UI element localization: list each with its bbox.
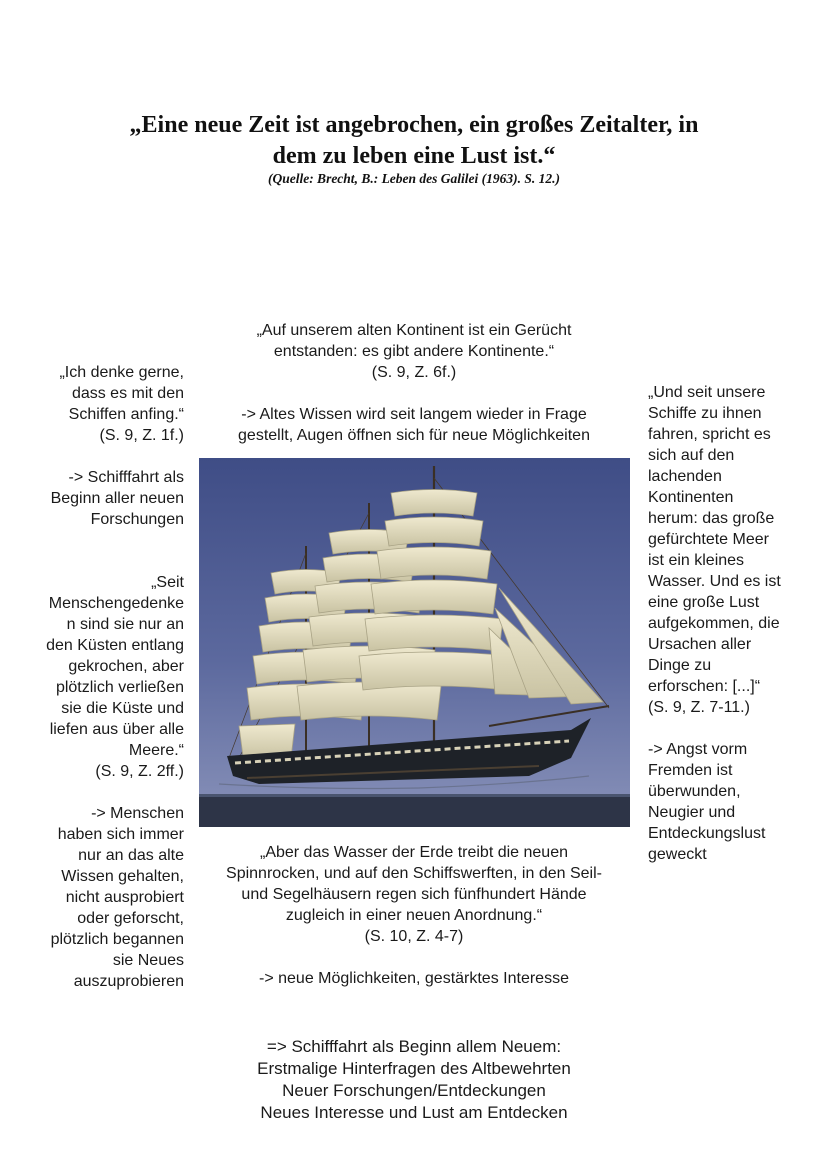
- top-center-interpretation: -> Altes Wissen wird seit langem wieder in Frage gestellt, Augen öffnen sich für neue Möglichkeiten: [238, 406, 590, 444]
- top-center-quote: „Auf unserem alten Kontinent ist ein Gerücht entstanden: es gibt andere Kontinente.“ (S. 9, Z. 6f.): [256, 322, 572, 381]
- right-column: [648, 382, 800, 865]
- conclusion-text: => Schifffahrt als Beginn allem Neuem: Erstmalige Hinterfragen des Altbewehrten Neuer Forschungen/Entdeckungen Neues Interesse und Lust am Entdecken: [257, 1037, 571, 1122]
- left-column: [30, 362, 184, 992]
- quote-source: (Quelle: Brecht, B.: Leben des Galilei (1963). S. 12.): [267, 171, 561, 186]
- top-center-block: [200, 320, 628, 446]
- bottom-center-block: [200, 842, 628, 989]
- left-interpretation-2: -> Menschen haben sich immer nur an das alte Wissen gehalten, nicht ausprobiert oder geforscht, plötzlich begannen sie Neues auszuprobieren: [50, 805, 184, 990]
- page-title: „Eine neue Zeit ist angebrochen, ein großes Zeitalter, in dem zu leben eine Lust ist.“: [129, 112, 699, 169]
- left-quote-1: „Ich denke gerne, dass es mit den Schiffen anfing.“ (S. 9, Z. 1f.): [59, 364, 184, 444]
- right-interpretation: -> Angst vorm Fremden ist überwunden, Neugier und Entdeckungslust geweckt: [648, 741, 766, 863]
- tall-ship-photo: [199, 458, 630, 827]
- left-quote-2: „Seit Menschengedenke n sind sie nur an den Küsten entlang gekrochen, aber plötzlich verließen sie die Küste und liefen aus über alle Meere.“ (S. 9, Z. 2ff.): [46, 574, 184, 780]
- bottom-center-quote: „Aber das Wasser der Erde treibt die neuen Spinnrocken, und auf den Schiffswerften, in den Seil- und Segelhäusern regen sich fünfhundert Hände zugleich in einer neuen Anordnung.“ (S. 10, Z. 4-7): [226, 844, 602, 945]
- conclusion-block: [200, 1036, 628, 1124]
- bottom-center-interpretation: -> neue Möglichkeiten, gestärktes Interesse: [259, 970, 569, 987]
- left-interpretation-1: -> Schifffahrt als Beginn aller neuen Forschungen: [50, 469, 184, 528]
- right-quote: „Und seit unsere Schiffe zu ihnen fahren, spricht es sich auf den lachenden Kontinenten herum: das große gefürchtete Meer ist ein kleines Wasser. Und es ist eine große Lust aufgekommen, die Ursachen aller Dinge zu erforschen: [...]“ (S. 9, Z. 7-11.): [648, 384, 781, 716]
